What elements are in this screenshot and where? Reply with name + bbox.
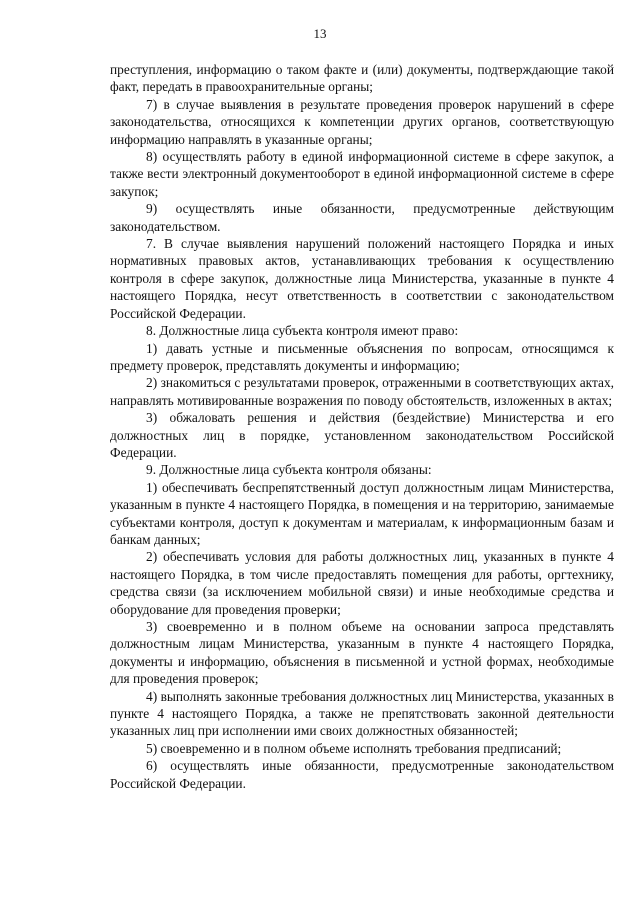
paragraph-duties-5: 5) своевременно и в полном объеме исполнять требования предписаний; [146, 740, 562, 756]
paragraph-item-9: 9) осуществлять иные обязанности, предусмотренные действующим законодательством. [110, 201, 614, 234]
paragraph-item-7: 7) в случае выявления в результате проведения проверок нарушений в сфере законодательства, относящихся к компетенции других органов, соответствующую информацию направлять в указанные органы; [110, 96, 614, 147]
paragraph-section-9-heading: 9. Должностные лица субъекта контроля обязаны: [146, 462, 432, 478]
paragraph-rights-3: 3) обжаловать решения и действия (бездействие) Министерства и его должностных лиц в порядке, установленном законодательством Российской Федерации. [110, 410, 614, 460]
paragraph-duties-4: 4) выполнять законные требования должностных лиц Министерства, указанных в пункте 4 настоящего Порядка, а также не препятствовать законной деятельности указанных лиц при исполнении ими своих должностных обязанностей; [110, 688, 614, 739]
paragraph-continuation: преступления, информацию о таком факте и (или) документы, подтверждающие такой факт, передать в правоохранительные органы; [110, 62, 614, 95]
paragraph-section-7: 7. В случае выявления нарушений положений настоящего Порядка и иных нормативных правовых актов, устанавливающих требования к осуществлению контроля в сфере закупок, должностные лица Министерства, указанные в пункте 4 настоящего Порядка, несут ответственность в соответствии с законодательством Российской Федерации. [110, 236, 614, 321]
paragraph-item-8: 8) осуществлять работу в единой информационной системе в сфере закупок, а также вести электронный документооборот в единой информационной системе в сфере закупок; [110, 149, 614, 199]
document-body [110, 61, 614, 792]
paragraph-duties-6: 6) осуществлять иные обязанности, предусмотренные законодательством Российской Федерации. [110, 758, 614, 791]
page-number: 13 [313, 26, 327, 41]
paragraph-duties-3: 3) своевременно и в полном объеме на основании запроса представлять должностным лицам Министерства, указанным в пункте 4 настоящего Порядка, документы и информацию, объяснения в письменной и устной формах, необходимые для проведения проверок; [110, 619, 614, 687]
paragraph-rights-1: 1) давать устные и письменные объяснения по вопросам, относящимся к предмету проверок, представлять документы и информацию; [110, 340, 614, 373]
paragraph-duties-2: 2) обеспечивать условия для работы должностных лиц, указанных в пункте 4 настоящего Порядка, в том числе предоставлять помещения для работы, оргтехнику, средства связи (за исключением мобильной связи) и иные необходимые средства и оборудование для проведения проверки; [110, 549, 614, 617]
paragraph-section-8-heading: 8. Должностные лица субъекта контроля имеют право: [146, 323, 459, 339]
paragraph-rights-2: 2) знакомиться с результатами проверок, отраженными в соответствующих актах, направлять мотивированные возражения по поводу обстоятельств, изложенных в актах; [110, 375, 614, 408]
paragraph-duties-1: 1) обеспечивать беспрепятственный доступ должностным лицам Министерства, указанным в пункте 4 настоящего Порядка, в помещения и на территорию, занимаемые субъектами контроля, доступ к документам и материалам, к информационным базам и банкам данных; [110, 479, 614, 547]
